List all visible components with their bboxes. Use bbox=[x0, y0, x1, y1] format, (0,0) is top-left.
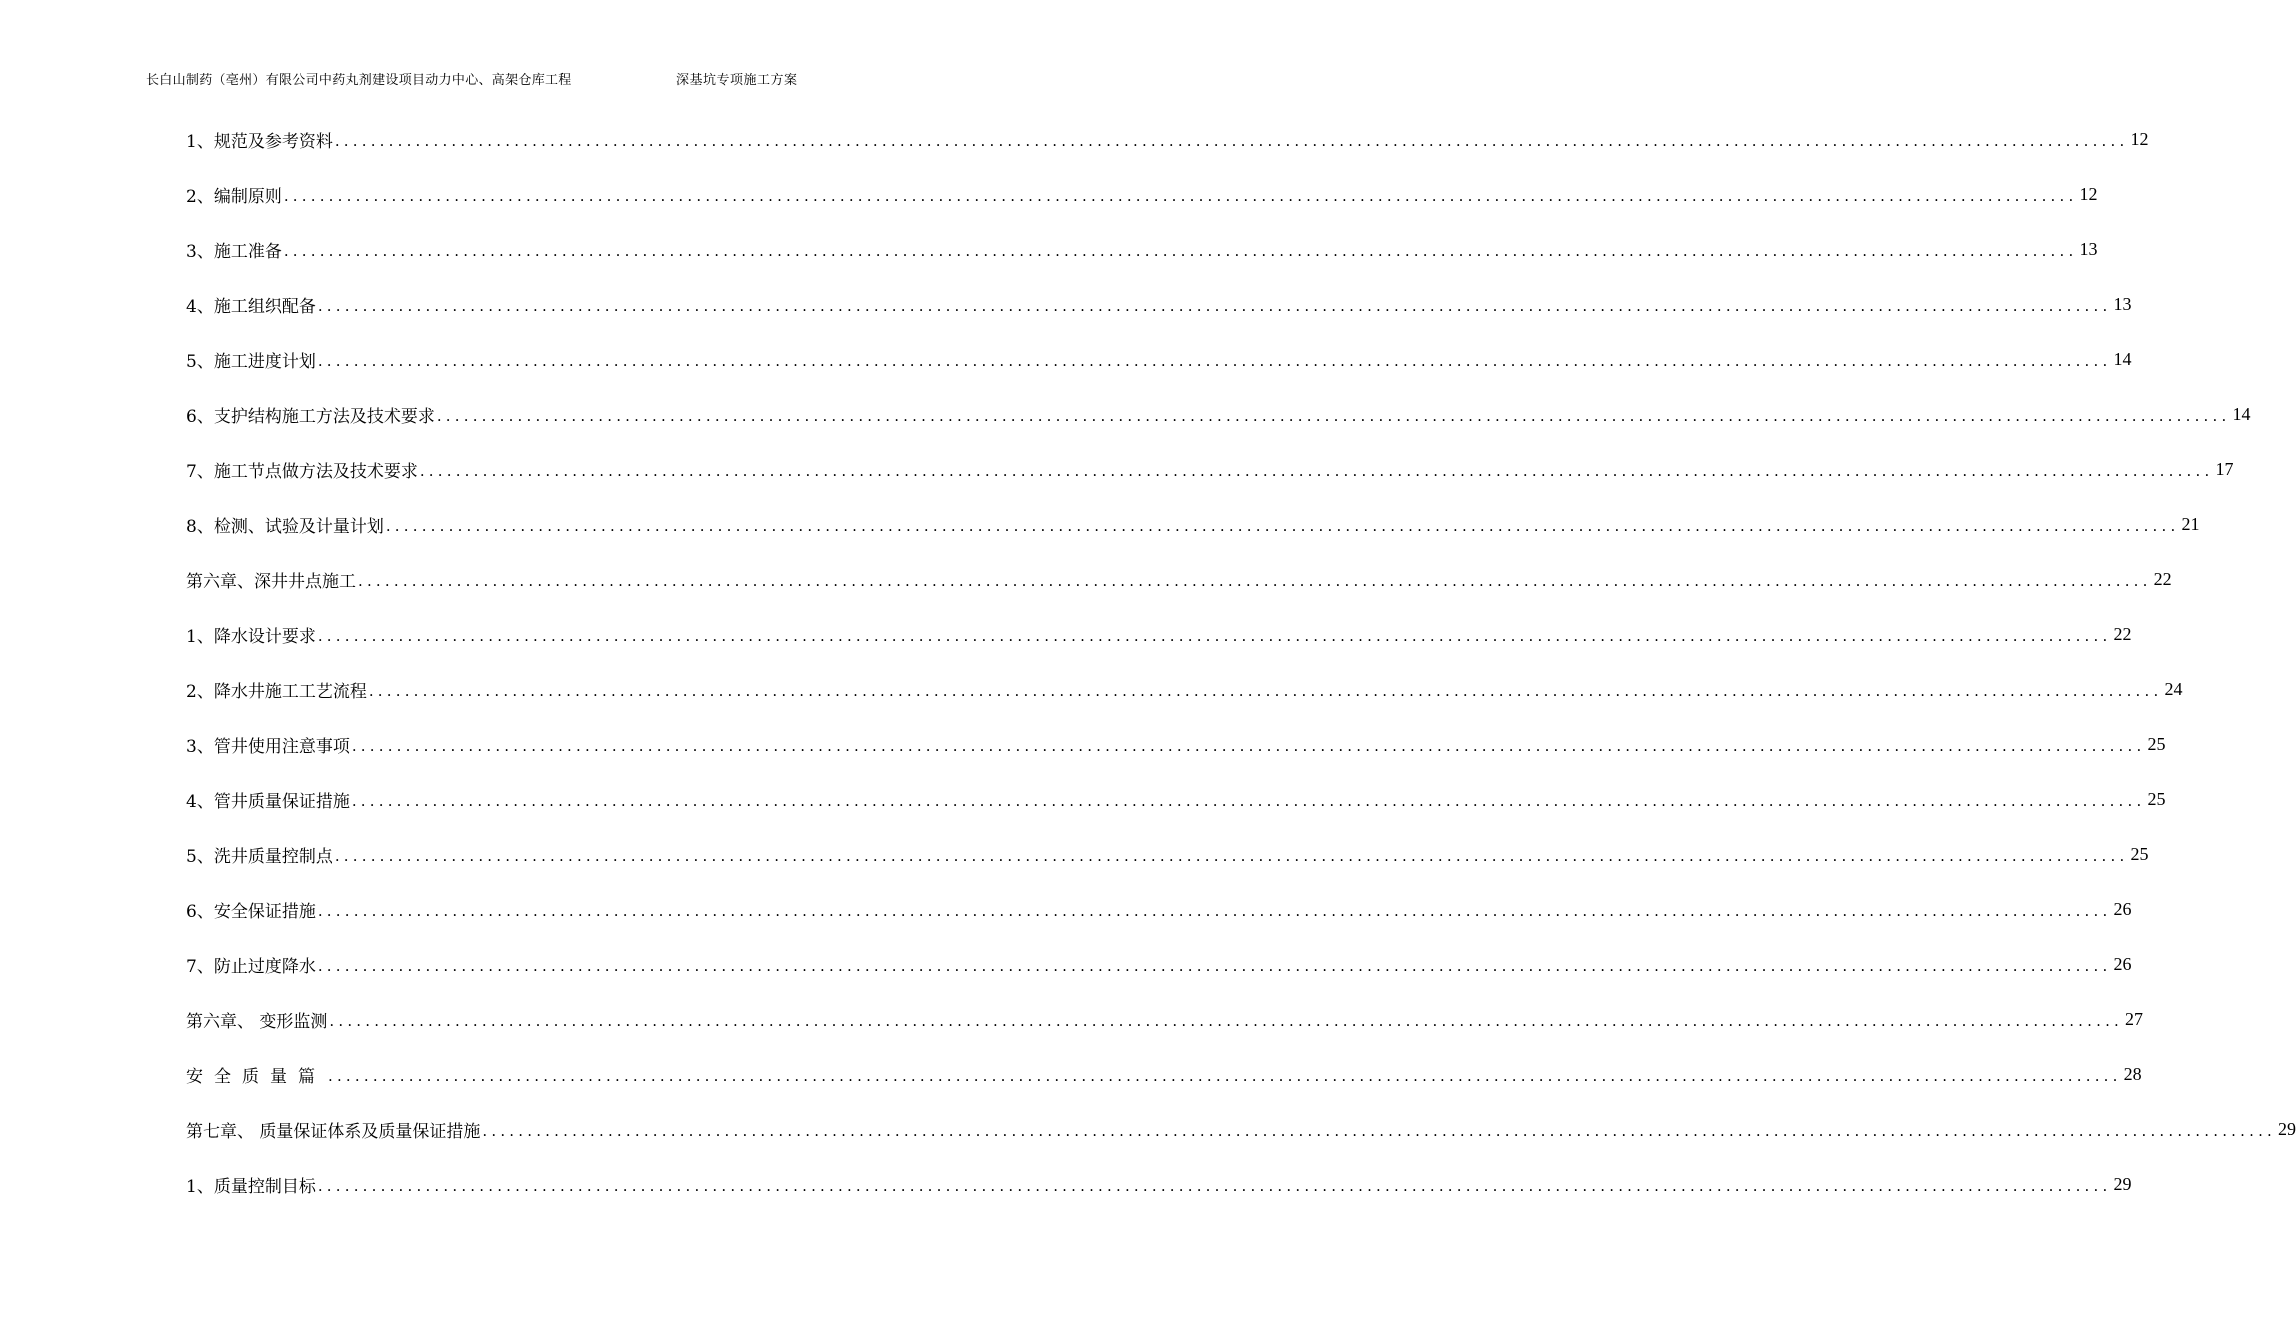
toc-entry[interactable] bbox=[186, 387, 2251, 442]
toc-leader-dots: ........................................................................................................................................................................................................ bbox=[368, 682, 2163, 700]
toc-entry-page: 29 bbox=[2113, 1174, 2132, 1194]
toc-entry-label: 1、降水设计要求 bbox=[186, 622, 318, 647]
toc-entry-label: 7、防止过度降水 bbox=[186, 952, 318, 977]
toc-part-entry[interactable] bbox=[186, 1047, 2142, 1102]
toc-chapter-entry[interactable] bbox=[186, 992, 2144, 1047]
toc-entry-label: 1、规范及参考资料 bbox=[186, 127, 335, 152]
toc-entry-label: 4、施工组织配备 bbox=[186, 292, 318, 317]
toc-entry[interactable] bbox=[186, 607, 2132, 662]
toc-entry-page: 13 bbox=[2079, 239, 2098, 259]
toc-leader-dots: ........................................................................................................................................................................................................ bbox=[317, 627, 2112, 645]
toc-entry-page: 14 bbox=[2113, 349, 2132, 369]
toc-entry-label: 第六章、 变形监测 bbox=[186, 1007, 329, 1032]
toc-entry-label: 安全质量篇 bbox=[186, 1062, 328, 1087]
toc-entry-label: 8、检测、试验及计量计划 bbox=[186, 512, 386, 537]
toc-entry-label: 6、安全保证措施 bbox=[186, 897, 318, 922]
toc-entry[interactable] bbox=[186, 442, 2234, 497]
toc-entry-label: 7、施工节点做方法及技术要求 bbox=[186, 457, 420, 482]
toc-leader-dots: ........................................................................................................................................................................................................ bbox=[329, 1012, 2124, 1030]
toc-entry-label: 6、支护结构施工方法及技术要求 bbox=[186, 402, 437, 427]
toc-entry-page: 22 bbox=[2113, 624, 2132, 644]
toc-entry[interactable] bbox=[186, 937, 2132, 992]
toc-entry-label: 第七章、 质量保证体系及质量保证措施 bbox=[186, 1117, 482, 1142]
toc-entry-label: 3、管井使用注意事项 bbox=[186, 732, 352, 757]
toc-leader-dots: ........................................................................................................................................................................................................ bbox=[419, 462, 2214, 480]
toc-entry[interactable] bbox=[186, 827, 2149, 882]
toc-entry[interactable] bbox=[186, 112, 2149, 167]
header-project-title: 长白山制药（亳州）有限公司中药丸剂建设项目动力中心、高架仓库工程 bbox=[146, 73, 572, 88]
toc-leader-dots: ........................................................................................................................................................................................................ bbox=[482, 1122, 2277, 1140]
toc-chapter-entry[interactable] bbox=[186, 1102, 2296, 1157]
toc-entry[interactable] bbox=[186, 277, 2132, 332]
toc-entry[interactable] bbox=[186, 1157, 2132, 1212]
toc-entry[interactable] bbox=[186, 222, 2098, 277]
toc-entry-page: 29 bbox=[2278, 1119, 2296, 1139]
toc-leader-dots: ........................................................................................................................................................................................................ bbox=[283, 187, 2078, 205]
toc-entry-page: 12 bbox=[2079, 184, 2098, 204]
toc-leader-dots: ........................................................................................................................................................................................................ bbox=[334, 847, 2129, 865]
toc-entry-page: 26 bbox=[2113, 899, 2132, 919]
toc-entry-page: 28 bbox=[2123, 1064, 2142, 1084]
toc-entry-page: 24 bbox=[2164, 679, 2183, 699]
toc-entry-label: 1、质量控制目标 bbox=[186, 1172, 318, 1197]
toc-leader-dots: ........................................................................................................................................................................................................ bbox=[351, 737, 2146, 755]
toc-entry-page: 25 bbox=[2147, 789, 2166, 809]
toc-leader-dots: ........................................................................................................................................................................................................ bbox=[317, 352, 2112, 370]
header-document-title: 深基坑专项施工方案 bbox=[676, 73, 798, 88]
toc-entry-label: 5、施工进度计划 bbox=[186, 347, 318, 372]
toc-entry[interactable] bbox=[186, 882, 2132, 937]
toc-leader-dots: ........................................................................................................................................................................................................ bbox=[317, 297, 2112, 315]
toc-entry-page: 27 bbox=[2125, 1009, 2144, 1029]
toc-entry[interactable] bbox=[186, 332, 2132, 387]
toc-entry-label: 2、降水井施工工艺流程 bbox=[186, 677, 369, 702]
toc-entry-label: 3、施工准备 bbox=[186, 237, 284, 262]
toc-leader-dots: ........................................................................................................................................................................................................ bbox=[283, 242, 2078, 260]
toc-entry-page: 14 bbox=[2232, 404, 2251, 424]
toc-leader-dots: ........................................................................................................................................................................................................ bbox=[436, 407, 2231, 425]
page-header bbox=[0, 0, 950, 100]
toc-entry[interactable] bbox=[186, 167, 2098, 222]
table-of-contents bbox=[186, 112, 2296, 1212]
toc-leader-dots: ........................................................................................................................................................................................................ bbox=[317, 957, 2112, 975]
toc-entry[interactable] bbox=[186, 717, 2166, 772]
toc-entry-page: 22 bbox=[2153, 569, 2172, 589]
toc-leader-dots: ........................................................................................................................................................................................................ bbox=[317, 902, 2112, 920]
toc-entry[interactable] bbox=[186, 662, 2183, 717]
toc-entry-page: 12 bbox=[2130, 129, 2149, 149]
toc-entry-label: 4、管井质量保证措施 bbox=[186, 787, 352, 812]
toc-leader-dots: ........................................................................................................................................................................................................ bbox=[334, 132, 2129, 150]
toc-entry-page: 21 bbox=[2181, 514, 2200, 534]
toc-entry-page: 26 bbox=[2113, 954, 2132, 974]
toc-leader-dots: ........................................................................................................................................................................................................ bbox=[328, 1067, 2122, 1085]
toc-leader-dots: ........................................................................................................................................................................................................ bbox=[351, 792, 2146, 810]
toc-chapter-entry[interactable] bbox=[186, 552, 2172, 607]
toc-entry-page: 25 bbox=[2130, 844, 2149, 864]
toc-entry-label: 第六章、深井井点施工 bbox=[186, 567, 358, 592]
toc-entry[interactable] bbox=[186, 772, 2166, 827]
toc-leader-dots: ........................................................................................................................................................................................................ bbox=[317, 1177, 2112, 1195]
toc-entry-page: 13 bbox=[2113, 294, 2132, 314]
toc-leader-dots: ........................................................................................................................................................................................................ bbox=[358, 572, 2152, 590]
toc-entry[interactable] bbox=[186, 497, 2200, 552]
toc-entry-label: 5、洗井质量控制点 bbox=[186, 842, 335, 867]
toc-entry-page: 17 bbox=[2215, 459, 2234, 479]
toc-leader-dots: ........................................................................................................................................................................................................ bbox=[385, 517, 2180, 535]
toc-entry-page: 25 bbox=[2147, 734, 2166, 754]
toc-entry-label: 2、编制原则 bbox=[186, 182, 284, 207]
